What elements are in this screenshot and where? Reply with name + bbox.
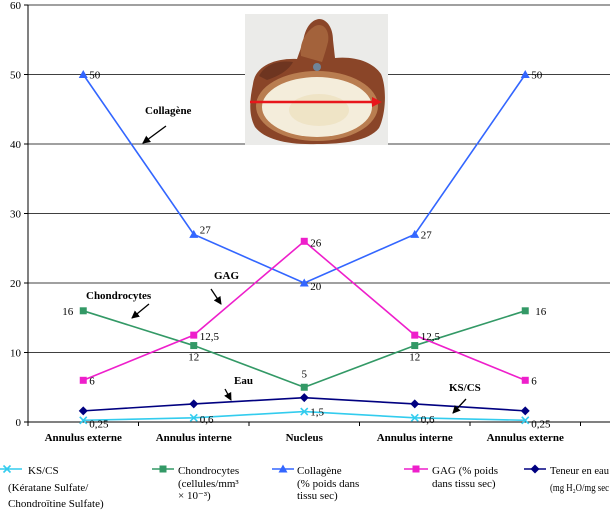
data-point-marker [521, 406, 530, 415]
data-point-marker [301, 384, 308, 391]
data-label: 12 [409, 351, 421, 364]
legend-label: Chondroïtine Sulfate) [8, 498, 104, 510]
legend-label: (% poids dans [297, 478, 360, 490]
legend-label: dans tissu sec) [432, 478, 496, 490]
data-point-marker [80, 377, 87, 384]
arrow-icon [132, 304, 149, 318]
annotation-label: Collagène [145, 105, 192, 117]
series-ks-cs [80, 408, 529, 424]
data-point-marker [521, 70, 530, 78]
y-tick-label: 60 [10, 0, 21, 12]
data-label: 12,5 [199, 331, 219, 344]
data-label: 0,25 [531, 418, 551, 431]
data-label: 16 [535, 305, 547, 318]
x-tick-label: Annulus interne [155, 432, 232, 444]
data-point-marker [300, 393, 309, 402]
data-label: 27 [420, 229, 432, 242]
annotation-label: KS/CS [449, 382, 481, 394]
data-label: 20 [310, 281, 322, 293]
legend-label: (Kératane Sulfate/ [8, 482, 89, 494]
pin-icon [313, 63, 321, 71]
data-label: 5 [301, 368, 307, 381]
legend-item-ks-cs [0, 465, 104, 510]
legend-label: KS/CS [28, 465, 59, 477]
data-label: 26 [310, 237, 322, 250]
legend-item-teneur-en-eau [524, 465, 609, 495]
y-tick-label: 40 [10, 139, 21, 151]
y-tick-label: 50 [10, 69, 21, 82]
data-point-marker [411, 342, 418, 349]
annotation [86, 290, 152, 318]
data-point-marker [79, 406, 88, 415]
annotation-label: Chondrocytes [86, 290, 152, 302]
legend-label: GAG (% poids [432, 465, 498, 477]
legend-label: (mg H₂O/mg sec [550, 482, 610, 494]
nucleus-region [289, 94, 349, 126]
data-point-marker [522, 377, 529, 384]
data-label: 12,5 [420, 331, 440, 344]
vertebra-photo [245, 14, 388, 145]
data-point-marker [413, 466, 420, 473]
annotation [225, 375, 253, 400]
legend-label: × 10⁻³) [178, 490, 211, 502]
x-tick-label: Annulus externe [486, 432, 564, 444]
arrow-icon [211, 289, 221, 304]
x-tick-label: Annulus interne [376, 432, 453, 444]
data-point-marker [160, 466, 167, 473]
data-point-marker [189, 399, 198, 408]
data-label: 0,6 [420, 413, 435, 426]
legend-item-gag [404, 465, 498, 490]
y-tick-label: 0 [15, 417, 21, 429]
data-label: 16 [62, 305, 74, 318]
data-point-marker [300, 279, 309, 287]
annotation-label: Eau [234, 375, 253, 387]
data-label: 27 [199, 224, 211, 237]
data-point-marker [522, 307, 529, 314]
data-label: 50 [531, 69, 543, 82]
y-tick-label: 10 [10, 347, 21, 360]
data-point-marker [531, 465, 540, 474]
data-label: 0,25 [89, 418, 109, 431]
legend-label: Collagène [297, 465, 342, 477]
annotation [143, 105, 192, 143]
x-tick-label: Nucleus [285, 432, 323, 444]
arrow-icon [225, 389, 231, 400]
data-point-marker [301, 238, 308, 245]
arrow-icon [143, 126, 166, 143]
legend-item-collagene [272, 465, 359, 503]
legend-label: Teneur en eau [550, 465, 610, 477]
data-point-marker [79, 70, 88, 78]
x-tick-label: Annulus externe [44, 432, 122, 444]
data-label: 6 [531, 375, 537, 388]
series-line [83, 241, 525, 380]
legend-label: (cellules/mm³ [178, 478, 239, 490]
data-point-marker [80, 307, 87, 314]
annotation-label: GAG [214, 270, 240, 282]
data-point-marker [190, 342, 197, 349]
data-point-marker [411, 332, 418, 339]
data-point-marker [410, 399, 419, 408]
data-label: 6 [89, 375, 95, 388]
series-gag [80, 238, 529, 384]
y-tick-label: 20 [10, 278, 21, 290]
data-label: 0,6 [199, 413, 214, 426]
legend-label: Chondrocytes [178, 465, 240, 477]
data-label: 1,5 [310, 406, 324, 419]
legend [0, 465, 609, 511]
y-tick-label: 30 [10, 208, 21, 221]
data-label: 50 [89, 69, 101, 82]
legend-item-chondrocytes [152, 465, 239, 502]
data-point-marker [190, 332, 197, 339]
legend-label: tissu sec) [297, 490, 338, 502]
data-label: 12 [188, 351, 200, 364]
series-line [83, 412, 525, 421]
